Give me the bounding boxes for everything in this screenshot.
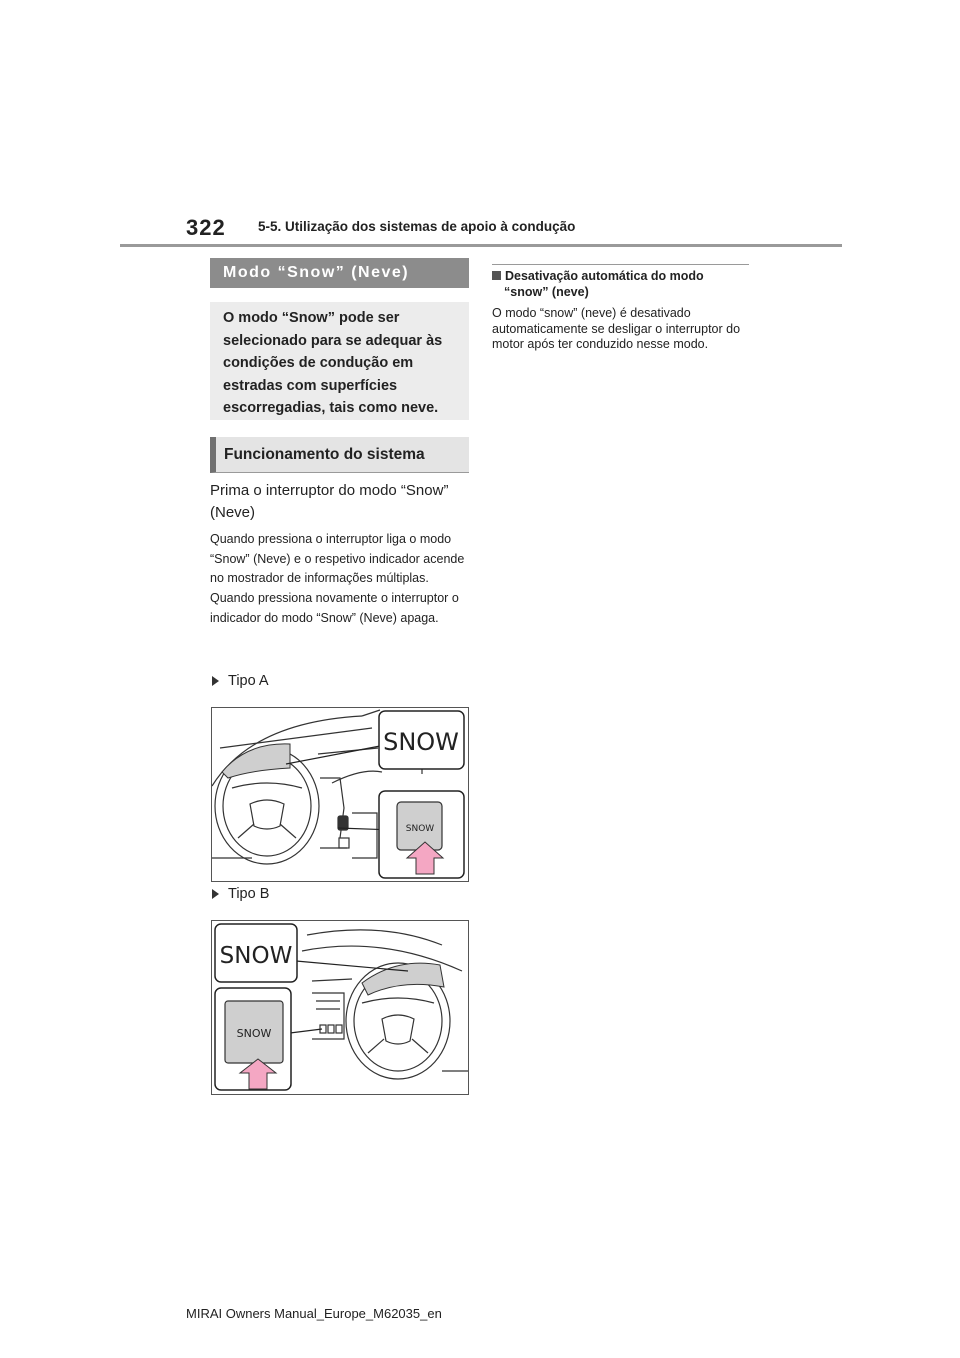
section-heading-snow-mode: Modo “Snow” (Neve)	[210, 258, 469, 288]
dashboard-illustration-type-a	[212, 708, 468, 881]
triangle-bullet-icon	[212, 676, 219, 686]
step-instruction: Prima o interruptor do modo “Snow” (Neve)	[210, 482, 449, 521]
auto-deactivation-heading	[492, 269, 750, 300]
type-a-text: Tipo A	[228, 673, 269, 689]
heading-line-1: Desativação automática do modo	[505, 269, 704, 283]
heading-line-2: “snow” (neve)	[504, 284, 589, 299]
triangle-bullet-icon	[212, 889, 219, 899]
footer-manual-id: MIRAI Owners Manual_Europe_M62035_en	[186, 1306, 442, 1321]
intro-box: O modo “Snow” pode ser selecionado para se adequar às condições de condução em estradas com superfícies escorregadias, tais como neve.	[210, 302, 469, 420]
header-divider	[120, 244, 842, 247]
right-column-divider	[492, 264, 749, 265]
switch-snow-label: SNOW	[236, 1027, 272, 1040]
dashboard-illustration-type-b	[212, 921, 468, 1094]
callout-snow-label: SNOW	[219, 943, 293, 969]
switch-snow-label: SNOW	[405, 824, 435, 834]
auto-deactivation-text: O modo “snow” (neve) é desativado automaticamente se desligar o interruptor do motor após ter conduzido nesse modo.	[492, 306, 741, 351]
type-b-label	[212, 886, 269, 902]
operation-description: Quando pressiona o interruptor liga o modo “Snow” (Neve) e o respetivo indicador acende no mostrador de informações múltiplas. Quando pressiona novamente o interruptor o indicador do modo “Snow” (Neve) apaga.	[210, 532, 465, 625]
page-number: 322	[186, 215, 226, 240]
type-a-label	[212, 673, 269, 689]
figure-type-a	[211, 707, 469, 882]
square-bullet-icon	[492, 271, 501, 280]
section-title: 5-5. Utilização dos sistemas de apoio à condução	[258, 219, 576, 234]
callout-snow-label: SNOW	[383, 728, 459, 756]
type-b-text: Tipo B	[228, 886, 270, 902]
figure-type-b	[211, 920, 469, 1095]
subheading-system-operation: Funcionamento do sistema	[210, 437, 469, 473]
